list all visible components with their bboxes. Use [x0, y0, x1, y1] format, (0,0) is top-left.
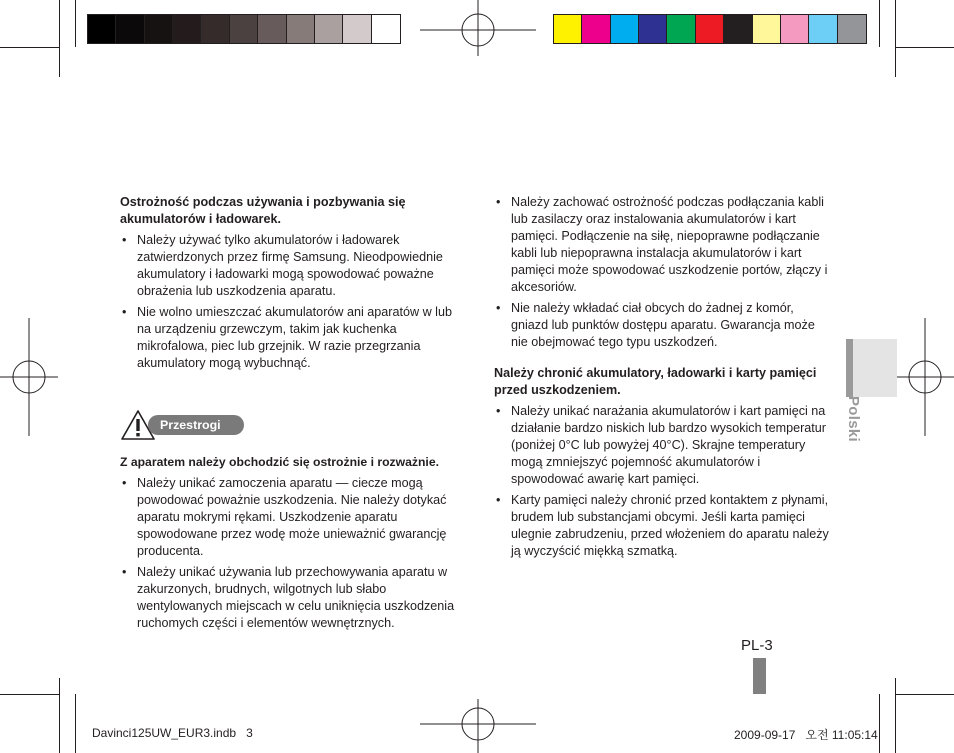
- registration-mark-bottom-icon: [420, 695, 536, 753]
- right-column: [494, 194, 834, 564]
- list-item: • Należy unikać używania lub przechowywania aparatu w zakurzonych, brudnych, wilgotnych lub słabo wentylowanych miejscach w celu uniknięcia uszkodzenia ruchomych części i elementów wewnętrznych.: [120, 564, 460, 632]
- page-number: PL-3: [741, 637, 773, 654]
- color-swatch: [781, 15, 809, 43]
- color-swatch: [809, 15, 837, 43]
- color-swatch: [696, 15, 724, 43]
- gray-swatch: [315, 15, 343, 43]
- section-heading-memory-cards: Należy chronić akumulatory, ładowarki i karty pamięci przed uszkodzeniem.: [494, 366, 817, 397]
- gray-swatch: [343, 15, 371, 43]
- left-column-lower: [120, 454, 460, 636]
- registration-mark-right-icon: [896, 318, 954, 436]
- language-tab-stripe: [846, 339, 853, 397]
- color-swatch: [724, 15, 752, 43]
- gray-swatch: [230, 15, 258, 43]
- left-column: [120, 194, 460, 376]
- connection-precautions-list: [494, 194, 834, 351]
- memory-card-precautions-list: [494, 403, 834, 560]
- list-item: • Należy używać tylko akumulatorów i ładowarek zatwierdzonych przez firmę Samsung. Nieodpowiednie akumulatory i ładowarki mogą spowodować poważne obrażenia lub uszkodzenia aparatu.: [120, 232, 460, 300]
- color-calibration-bar: [553, 14, 867, 44]
- battery-precautions-list: [120, 232, 460, 372]
- gray-swatch: [258, 15, 286, 43]
- list-item: • Karty pamięci należy chronić przed kontaktem z płynami, brudem lub substancjami obcymi. Jeśli karta pamięci ulegnie zabrudzeniu, przed włożeniem do aparatu należy ją wyczyścić miękką szmatką.: [494, 492, 834, 560]
- color-swatch: [838, 15, 866, 43]
- gray-swatch: [372, 15, 400, 43]
- gray-swatch: [116, 15, 144, 43]
- color-swatch: [554, 15, 582, 43]
- list-item: • Nie należy wkładać ciał obcych do żadnej z komór, gniazd lub punktów dostępu aparatu. Gwarancja może nie obejmować tego typu uszkodzeń.: [494, 300, 834, 351]
- grayscale-calibration-bar: [87, 14, 401, 44]
- caution-badge: [120, 409, 245, 439]
- color-swatch: [639, 15, 667, 43]
- footer-file-info: Davinci125UW_EUR3.indb 3: [92, 726, 253, 740]
- footer-timestamp: 2009-09-17 오전 11:05:14: [734, 728, 878, 742]
- language-tab-label: Polski: [845, 396, 862, 442]
- camera-care-list: [120, 475, 460, 632]
- page-marker-block: [753, 658, 766, 694]
- color-swatch: [667, 15, 695, 43]
- gray-swatch: [201, 15, 229, 43]
- list-item: • Nie wolno umieszczać akumulatorów ani aparatów w lub na urządzeniu grzewczym, takim jak kuchenka mikrofalowa, piec lub grzejnik. W razie przegrzania akumulatory mogą wybuchnąć.: [120, 304, 460, 372]
- list-item: • Należy unikać narażania akumulatorów i kart pamięci na działanie bardzo niskich lub bardzo wysokich temperatur (poniżej 0°C lub powyżej 40°C). Skrajne temperatury mogą zmniejszyć pojemność akumulatorów i spowodować awarię kart pamięci.: [494, 403, 834, 488]
- gray-swatch: [173, 15, 201, 43]
- list-item: • Należy zachować ostrożność podczas podłączania kabli lub zasilaczy oraz instalowania akumulatorów i kart pamięci. Podłączenie na siłę, niepoprawne podłączanie kabli lub niepoprawna instalacja akumulatorów i kart pamięci może spowodować uszkodzenie portów, złączy i akcesoriów.: [494, 194, 834, 296]
- list-item: • Należy unikać zamoczenia aparatu — ciecze mogą powodować poważnie uszkodzenia. Nie należy dotykać aparatu mokrymi rękami. Uszkodzenie aparatu spowodowane przez wodę może unieważnić gwarancję producenta.: [120, 475, 460, 560]
- color-swatch: [753, 15, 781, 43]
- gray-swatch: [88, 15, 116, 43]
- section-heading-camera-care: Z aparatem należy obchodzić się ostrożnie i rozważnie.: [120, 455, 439, 469]
- registration-mark-left-icon: [0, 318, 58, 436]
- caution-label: Przestrogi: [148, 415, 244, 435]
- color-swatch: [611, 15, 639, 43]
- gray-swatch: [145, 15, 173, 43]
- section-heading-batteries: Ostrożność podczas używania i pozbywania się akumulatorów i ładowarek.: [120, 195, 406, 226]
- gray-swatch: [287, 15, 315, 43]
- registration-mark-top-icon: [420, 0, 536, 60]
- color-swatch: [582, 15, 610, 43]
- language-tab: [846, 339, 897, 397]
